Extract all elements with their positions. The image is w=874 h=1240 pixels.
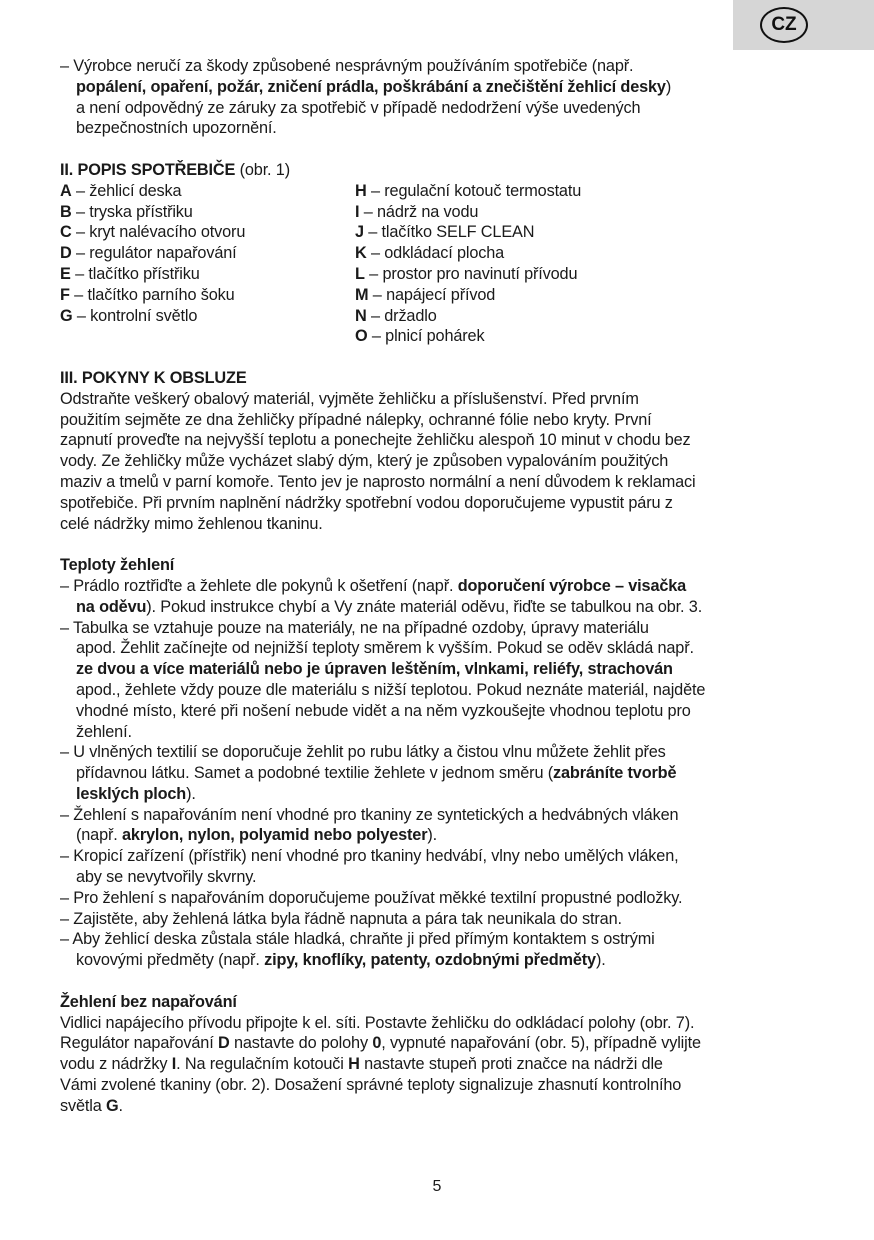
part-key: K <box>355 244 367 263</box>
text: ) <box>665 77 672 96</box>
part-label: – odkládací plocha <box>366 244 505 263</box>
part-label: – kontrolní světlo <box>72 306 198 325</box>
text-line: – U vlněných textilií se doporučuje žehlit po rubu látky a čistou vlnu můžete žehlit přes <box>60 743 666 762</box>
bullet-item <box>60 576 830 618</box>
text: Kropicí zařízení (přístřik) není vhodné pro tkaniny hedvábí, vlny nebo umělých vláken, <box>73 847 679 866</box>
text: U vlněných textilií se doporučuje žehlit po rubu látky a čistou vlnu můžete žehlit přes <box>73 743 666 762</box>
part-item <box>60 264 355 285</box>
text-line: vhodné místo, které při nošení nebude vidět a na něm vyzkoušejte vhodnou teplotu pro <box>76 701 691 720</box>
section-heading <box>60 160 830 181</box>
text-line: – Aby žehlicí deska zůstala stále hladká, chraňte ji před přímým kontaktem s ostrými <box>60 930 655 949</box>
part-label: – tlačítko SELF CLEAN <box>363 223 535 242</box>
part-label: – napájecí přívod <box>368 285 496 304</box>
part-key: L <box>355 264 365 283</box>
text: Tabulka se vztahuje pouze na materiály, ne na případné ozdoby, úpravy materiálu <box>72 618 649 637</box>
bold-text: popálení, opaření, požár, zničení prádla, poškrábání a znečištění žehlicí desky <box>76 77 666 96</box>
part-item <box>355 202 805 223</box>
text-line <box>60 763 830 784</box>
part-label: – tlačítko přístřiku <box>70 264 200 283</box>
part-label: – regulační kotouč termostatu <box>366 181 582 200</box>
text: Zajistěte, aby žehlená látka byla řádně napnuta a pára tak neunikala do stran. <box>73 909 622 928</box>
text-line <box>60 1054 830 1075</box>
part-item <box>355 222 805 243</box>
part-label: – regulátor napařování <box>71 244 237 263</box>
text-line: – Prádlo roztřiďte a žehlete dle pokynů k ošetření (např. doporučení výrobce – visačka <box>60 576 687 595</box>
text: ). <box>186 784 196 803</box>
text: Žehlení s napařováním není vhodné pro tkaniny ze syntetických a hedvábných vláken <box>73 805 679 824</box>
bold-text: zipy, knoflíky, patenty, ozdobnými předměty <box>264 951 596 970</box>
text: Regulátor napařování <box>60 1034 218 1053</box>
text-line: – Pro žehlení s napařováním doporučujeme používat měkké textilní propustné podložky. <box>60 888 683 907</box>
text: . Na regulačním kotouči <box>176 1055 349 1074</box>
section-ironing-without-steam <box>60 992 830 1117</box>
bold-text: I <box>171 1055 177 1074</box>
text-line: aby se nevytvořily skvrny. <box>76 868 257 887</box>
text-line: – Zajistěte, aby žehlená látka byla řádně napnuta a pára tak neunikala do stran. <box>60 909 622 928</box>
part-label: – plnicí pohárek <box>367 327 485 346</box>
text: Aby žehlicí deska zůstala stále hladká, chraňte ji před přímým kontaktem s ostrými <box>72 930 655 949</box>
bold-text: lesklých ploch <box>76 784 187 803</box>
bullet-dash: – <box>60 57 69 75</box>
spacer <box>60 534 830 555</box>
part-key: J <box>355 223 364 242</box>
part-item <box>355 181 805 202</box>
part-key: B <box>60 202 72 221</box>
part-label: – žehlicí deska <box>71 181 182 200</box>
part-label: – tlačítko parního šoku <box>69 285 235 304</box>
bold-text: doporučení výrobce – visačka <box>457 576 687 595</box>
text-line <box>60 597 830 618</box>
text-line: – Žehlení s napařováním není vhodné pro tkaniny ze syntetických a hedvábných vláken <box>60 805 679 824</box>
text-line: žehlení. <box>76 722 132 741</box>
bold-text: akrylon, nylon, polyamid nebo polyester <box>122 826 428 845</box>
spacer <box>60 347 830 368</box>
part-key: F <box>60 285 70 304</box>
text: kovovými předměty (např. <box>76 951 265 970</box>
page-content <box>60 56 830 1117</box>
text-line: spotřebiče. Při prvním naplnění nádržky spotřební vodou doporučujeme vypustit páru z <box>60 493 673 512</box>
bullet-item <box>60 805 830 847</box>
language-tab <box>733 0 874 50</box>
bullet-item <box>60 846 830 888</box>
spacer <box>60 971 830 992</box>
part-key: I <box>355 202 360 221</box>
text: , vypnuté napařování (obr. 5), případně vylijte <box>381 1034 701 1053</box>
subsection-heading: Žehlení bez napařování <box>60 992 237 1011</box>
bold-text: G <box>106 1096 119 1115</box>
section-heading: III. POKYNY K OBSLUZE <box>60 368 247 387</box>
spacer <box>60 139 830 160</box>
text: nastavte do polohy <box>229 1034 373 1053</box>
part-label: – prostor pro navinutí přívodu <box>364 264 578 283</box>
section-instructions <box>60 368 830 534</box>
text-line: zapnutí proveďte na nejvyšší teplotu a ponechejte žehličku alespoň 10 minut v chodu bez <box>60 431 691 450</box>
part-key: G <box>60 306 73 325</box>
part-item <box>60 181 355 202</box>
heading-bold: II. POPIS SPOTŘEBIČE <box>60 160 236 179</box>
text: . <box>118 1096 123 1115</box>
part-item <box>355 243 805 264</box>
parts-list-left <box>60 181 355 347</box>
text-line: Odstraňte veškerý obalový materiál, vyjměte žehličku a příslušenství. Před prvním <box>60 389 639 408</box>
part-key: N <box>355 306 367 325</box>
text-line: maziv a tmelů v parní komoře. Tento jev je naprosto normální a není důvodem k reklamaci <box>60 472 696 491</box>
subsection-heading: Teploty žehlení <box>60 556 175 575</box>
text-line: – Kropicí zařízení (přístřik) není vhodné pro tkaniny hedvábí, vlny nebo umělých vláken, <box>60 847 679 866</box>
text-line: a není odpovědný ze záruky za spotřebič v případě nedodržení výše uvedených <box>76 98 641 117</box>
part-label: – kryt nalévacího otvoru <box>71 223 246 242</box>
bold-text: na oděvu <box>76 597 147 616</box>
text-line <box>60 825 830 846</box>
text: ). <box>427 826 438 845</box>
bold-text: D <box>217 1034 230 1053</box>
part-item <box>355 326 805 347</box>
bold-text: 0 <box>372 1034 382 1053</box>
parts-list-right <box>355 181 805 347</box>
text: nastavte stupeň proti značce na nádrži dle <box>359 1055 663 1074</box>
text-line <box>60 950 830 971</box>
text: Výrobce neručí za škody způsobené nesprávným používáním spotřebiče (např. <box>73 57 634 75</box>
part-item <box>60 306 355 327</box>
bold-text-line: ze dvou a více materiálů nebo je úpraven leštěním, vlnkami, reliéfy, strachován <box>76 660 673 679</box>
part-item <box>60 285 355 306</box>
part-item <box>355 264 805 285</box>
text-line: apod., žehlete vždy pouze dle materiálu s nižší teplotou. Pokud neznáte materiál, najděte <box>76 680 706 699</box>
text-line <box>60 1096 830 1117</box>
part-key: D <box>60 244 72 263</box>
intro-bullet <box>60 56 830 139</box>
text-line <box>60 784 830 805</box>
part-key: C <box>60 223 72 242</box>
text: ). Pokud instrukce chybí a Vy znáte materiál oděvu, řiďte se tabulkou na obr. 3. <box>146 597 703 616</box>
bullet-item <box>60 888 830 909</box>
part-label: – tryska přístřiku <box>71 202 193 221</box>
heading-ref: (obr. 1) <box>235 160 290 179</box>
section-description <box>60 160 830 347</box>
text: Pro žehlení s napařováním doporučujeme používat měkké textilní propustné podložky. <box>73 888 683 907</box>
bullet-item <box>60 929 830 971</box>
part-item <box>60 243 355 264</box>
bold-text: zabráníte tvorbě <box>553 764 677 783</box>
page-number: 5 <box>432 1178 442 1195</box>
part-key: M <box>355 285 369 304</box>
text-line: celé nádržky mimo žehlenou tkaninu. <box>60 514 323 533</box>
text: přídavnou látku. Samet a podobné textilie žehlete v jednom směru ( <box>76 764 554 783</box>
text-line: Vidlici napájecího přívodu připojte k el. síti. Postavte žehličku do odkládací polohy (obr. 7). <box>60 1013 695 1032</box>
language-badge: CZ <box>760 7 808 43</box>
bullet-item <box>60 618 830 743</box>
part-key: E <box>60 264 71 283</box>
bold-text: H <box>348 1055 360 1074</box>
text-line: vody. Ze žehličky může vycházet slabý dým, který je způsoben vypalováním použitých <box>60 452 669 471</box>
text-line: použitím sejměte ze dna žehličky případné nálepky, ochranné fólie nebo kryty. První <box>60 410 652 429</box>
part-key: H <box>355 181 367 200</box>
bullet-item <box>60 742 830 804</box>
text-line <box>60 1033 830 1054</box>
text: vodu z nádržky <box>60 1055 172 1074</box>
part-item <box>355 306 805 327</box>
text-line: bezpečnostních upozornění. <box>76 119 277 138</box>
text-line: – Tabulka se vztahuje pouze na materiály, ne na případné ozdoby, úpravy materiálu <box>60 618 649 637</box>
text: ). <box>595 951 606 970</box>
part-key: O <box>355 327 368 346</box>
text: Prádlo roztřiďte a žehlete dle pokynů k ošetření (např. <box>73 576 458 595</box>
part-item <box>355 285 805 306</box>
text: (např. <box>76 826 123 845</box>
text-line: Vámi zvolené tkaniny (obr. 2). Dosažení správné teploty signalizuje zhasnutí kontrolního <box>60 1076 682 1095</box>
part-label: – nádrž na vodu <box>359 202 479 221</box>
bullet-item <box>60 909 830 930</box>
section-ironing-temperatures <box>60 555 830 971</box>
part-key: A <box>60 181 72 200</box>
part-item <box>60 222 355 243</box>
text-line: apod. Žehlit začínejte od nejnižší teploty směrem k vyšším. Pokud se oděv skládá např. <box>76 639 694 658</box>
text: světla <box>60 1096 107 1115</box>
part-label: – držadlo <box>366 306 437 325</box>
parts-list <box>60 181 830 347</box>
part-item <box>60 202 355 223</box>
